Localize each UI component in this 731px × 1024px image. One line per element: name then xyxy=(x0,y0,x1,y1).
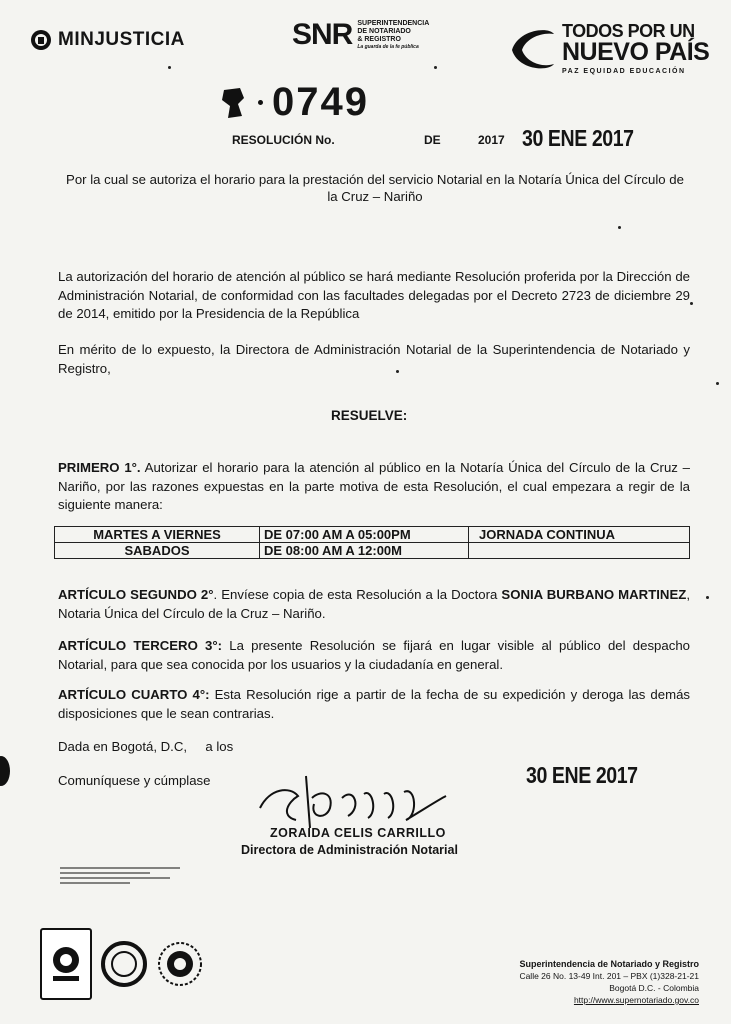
snr-line-1: SUPERINTENDENCIA xyxy=(357,20,430,27)
article-cuarto-label: ARTÍCULO CUARTO 4°: xyxy=(58,687,210,702)
binder-hole xyxy=(0,756,10,786)
iso-certification-icon xyxy=(40,928,92,1000)
government-slogan xyxy=(562,22,709,75)
article-segundo-tail: , Notaria Única del Círculo de la Cruz – Nariño. xyxy=(58,587,690,621)
signer-title: Directora de Administración Notarial xyxy=(241,843,458,857)
iqnet-certification-icon xyxy=(100,940,148,988)
government-logo xyxy=(508,22,709,75)
stamp-dot xyxy=(258,100,263,105)
resolution-label: RESOLUCIÓN No. xyxy=(232,133,335,147)
resolution-subject: Por la cual se autoriza el horario para la prestación del servicio Notarial en la Notaría Única del Círculo de la Cruz – Nariño xyxy=(66,172,684,204)
resolution-year: 2017 xyxy=(478,133,505,147)
reviewer-initials xyxy=(60,864,190,887)
minjusticia-label: MINJUSTICIA xyxy=(58,29,185,50)
flag-swoosh-icon xyxy=(508,26,556,72)
resuelve-heading: RESUELVE: xyxy=(331,408,408,423)
notary-name: SONIA BURBANO MARTINEZ xyxy=(501,587,687,602)
article-tercero xyxy=(58,637,690,674)
snr-name xyxy=(357,20,437,50)
article-tercero-label: ARTÍCULO TERCERO 3°: xyxy=(58,638,223,653)
article-primero xyxy=(58,459,690,515)
footer-contact xyxy=(519,958,699,1006)
footer-website: http://www.supernotariado.gov.co xyxy=(573,995,699,1005)
date-stamp-top: 30 ENE 2017 xyxy=(522,125,634,151)
snr-acronym: SNR xyxy=(292,18,353,51)
given-in-line: Dada en Bogotá, D.C, a los xyxy=(58,739,234,754)
paragraph-authorization: La autorización del horario de atención al público se hará mediante Resolución proferida por la Dirección de Administración Notarial, de conformidad con las facultades delegadas por el Decreto 2723 de diciembre 29 de 2014, emitido por la Presidencia de la República xyxy=(58,269,690,321)
numbering-stamp-icon xyxy=(218,86,248,120)
date-stamp-bottom: 30 ENE 2017 xyxy=(526,762,638,788)
article-primero-text: Autorizar el horario para la atención al público en la Notaría Única del Círculo de la Cruz – Nariño, por las razones expuestas en la parte motiva de esta Resolución, el cual empezara a regir de la siguiente manera: xyxy=(58,460,690,512)
article-primero-label: PRIMERO 1°. xyxy=(58,460,141,475)
snr-line-2: DE NOTARIADO xyxy=(357,28,411,35)
resolution-number: 0749 xyxy=(272,80,369,124)
schedule-hours: DE 07:00 AM A 05:00PM xyxy=(260,527,469,543)
article-segundo-text: . Envíese copia de esta Resolución a la Doctora xyxy=(213,587,502,602)
article-tercero-text: La presente Resolución se fijará en lugar visible al público del despacho Notarial, para que sea conocida por los usuarios y la ciudadanía en general. xyxy=(58,638,690,672)
footer-entity: Superintendencia de Notariado y Registro xyxy=(519,959,699,969)
article-segundo-label: ARTÍCULO SEGUNDO 2° xyxy=(58,587,214,602)
schedule-table xyxy=(54,526,690,559)
slogan-line-1: TODOS POR UN xyxy=(562,21,695,41)
slogan-line-2: NUEVO PAÍS xyxy=(562,38,710,66)
article-segundo xyxy=(58,586,690,623)
article-cuarto xyxy=(58,686,690,723)
article-cuarto-text: Esta Resolución rige a partir de la fecha de su expedición y deroga las demás disposiciones que le sean contrarias. xyxy=(58,687,691,721)
table-row xyxy=(55,543,690,559)
paragraph-merito: En mérito de lo expuesto, la Directora de Administración Notarial de la Superintendencia de Notariado y Registro, xyxy=(58,342,690,376)
snr-tagline: La guarda de la fe pública xyxy=(357,44,419,50)
certification-logos xyxy=(40,928,204,1000)
footer-address: Calle 26 No. 13-49 Int. 201 – PBX (1)328-21-21 xyxy=(519,971,699,981)
schedule-hours: DE 08:00 AM A 12:00M xyxy=(260,543,469,559)
quality-seal-icon xyxy=(156,940,204,988)
minjusticia-logo xyxy=(30,28,185,52)
schedule-days: MARTES A VIERNES xyxy=(55,527,260,543)
resolution-de-label: DE xyxy=(424,133,441,147)
slogan-line-3: PAZ EQUIDAD EDUCACIÓN xyxy=(562,68,686,75)
snr-line-3: & REGISTRO xyxy=(357,36,401,43)
coat-of-arms-icon xyxy=(30,28,52,52)
signer-name: ZORAIDA CELIS CARRILLO xyxy=(270,826,446,840)
snr-logo xyxy=(292,20,437,50)
footer-city: Bogotá D.C. - Colombia xyxy=(609,983,699,993)
table-row xyxy=(55,527,690,543)
comuniquese-line: Comuníquese y cúmplase xyxy=(58,773,211,788)
schedule-note xyxy=(469,543,690,559)
schedule-note: JORNADA CONTINUA xyxy=(469,527,690,543)
schedule-days: SABADOS xyxy=(55,543,260,559)
